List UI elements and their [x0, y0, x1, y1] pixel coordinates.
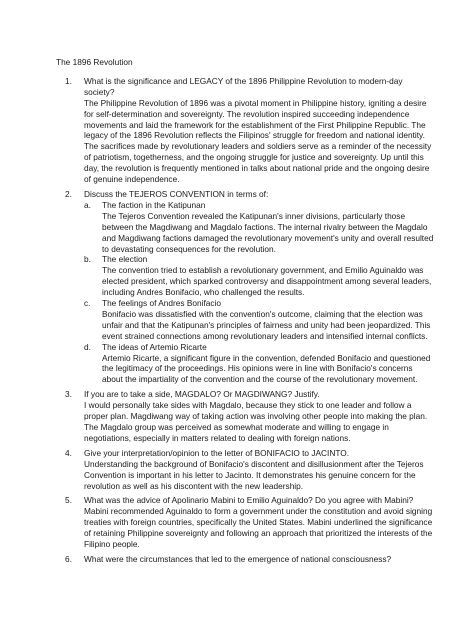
question-text: If you are to take a side, MAGDALO? Or MAGDIWANG? Justify.	[84, 389, 320, 400]
sub-question-list	[84, 200, 434, 385]
question-item-5	[56, 495, 434, 550]
sub-letter: d.	[84, 341, 91, 352]
question-text: Discuss the TEJEROS CONVENTION in terms of:	[84, 188, 269, 199]
sub-item-b	[84, 254, 434, 298]
sub-letter: a.	[84, 199, 91, 210]
question-text: What were the circumstances that led to the emergence of national consciousness?	[84, 553, 392, 564]
answer-text: Mabini recommended Aguinaldo to form a government under the constitution and avoid signing treaties with foreign countries, specifically the United States. Mabini underlined the significance of retaining Philippine sovereignty and following an approach that prioritized the interests of the Filipino people.	[84, 506, 433, 550]
answer-text: The Philippine Revolution of 1896 was a pivotal moment in Philippine history, igniting a desire for self-determination and sovereignty. The revolution inspired succeeding independence movements and laid the framework for the establishment of the First Philippine Republic. The legacy of the 1896 Revolution reflects the Filipinos' struggle for freedom and national identity. The sacrifices made by revolutionary leaders and soldiers serve as a reminder of the necessity of patriotism, togetherness, and the ongoing struggle for justice and sovereignty. Up until this day, the revolution is frequently mentioned in talks about national pride and the ongoing desire of genuine independence.	[84, 97, 432, 185]
question-item-4	[56, 448, 434, 492]
answer-text: Understanding the background of Bonifacio's discontent and disillusionment after the Tejeros Convention is important in his letter to Jacinto. It demonstrates his genuine concern for the revolution as well as his discontent with the new leadership.	[84, 458, 424, 491]
document-title: The 1896 Revolution	[56, 57, 133, 67]
question-number: 6.	[65, 553, 72, 564]
question-item-3	[56, 389, 434, 444]
sub-letter: c.	[84, 298, 91, 309]
sub-letter: b.	[84, 254, 91, 265]
sub-heading: The faction in the Katipunan	[102, 199, 206, 210]
sub-heading: The ideas of Artemio Ricarte	[102, 341, 207, 352]
sub-answer-text: Artemio Ricarte, a significant figure in the convention, defended Bonifacio and questioned the legitimacy of the proceedings. His opinions were in line with Bonifacio's concerns about the impartiality of the convention and the course of the revolutionary movement.	[102, 352, 431, 385]
question-text: What was the advice of Apolinario Mabini to Emilio Aguinaldo? Do you agree with Mabini?	[84, 495, 414, 506]
question-item-2	[56, 189, 434, 385]
sub-answer-text: The convention tried to establish a revolutionary government, and Emilio Aguinaldo was elected president, which sparked controversy and disappointment among several leaders, including Andres Bonifacio, who challenged the results.	[102, 265, 432, 298]
question-item-1	[56, 76, 434, 185]
question-text: Give your interpretation/opinion to the letter of BONIFACIO to JACINTO.	[84, 447, 350, 458]
sub-heading: The feelings of Andres Bonifacio	[102, 298, 221, 309]
sub-item-d	[84, 342, 434, 386]
sub-heading: The election	[102, 254, 148, 265]
question-number: 4.	[65, 447, 72, 458]
question-number: 5.	[65, 495, 72, 506]
question-number: 1.	[65, 75, 72, 86]
sub-item-a	[84, 200, 434, 255]
answer-text: I would personally take sides with Magdalo, because they stick to one leader and follow a proper plan. Magdiwang way of taking action was involving other people into making the plan. The Magdalo group was perceived as somewhat moderate and willing to engage in negotiations, especially in matters related to dealing with foreign nations.	[84, 400, 428, 443]
question-text: What is the significance and LEGACY of the 1896 Philippine Revolution to modern-day society?	[84, 75, 403, 97]
sub-item-c	[84, 298, 434, 342]
sub-answer-text: Bonifacio was dissatisfied with the convention's outcome, claiming that the election was unfair and that the Katipunan's principles of fairness and unity had been jeopardized. This event strained connections among revolutionary leaders and intensified internal conflicts.	[102, 308, 431, 341]
question-number: 2.	[65, 188, 72, 199]
sub-answer-text: The Tejeros Convention revealed the Katipunan's inner divisions, particularly those between the Magdiwang and Magdalo factions. The internal rivalry between the Magdalo and Magdiwang factions damaged the revolutionary movement's unity and overall resulted to devastating consequences for the revolution.	[102, 210, 434, 254]
question-item-6	[56, 554, 434, 565]
question-number: 3.	[65, 389, 72, 400]
question-list	[56, 76, 434, 565]
